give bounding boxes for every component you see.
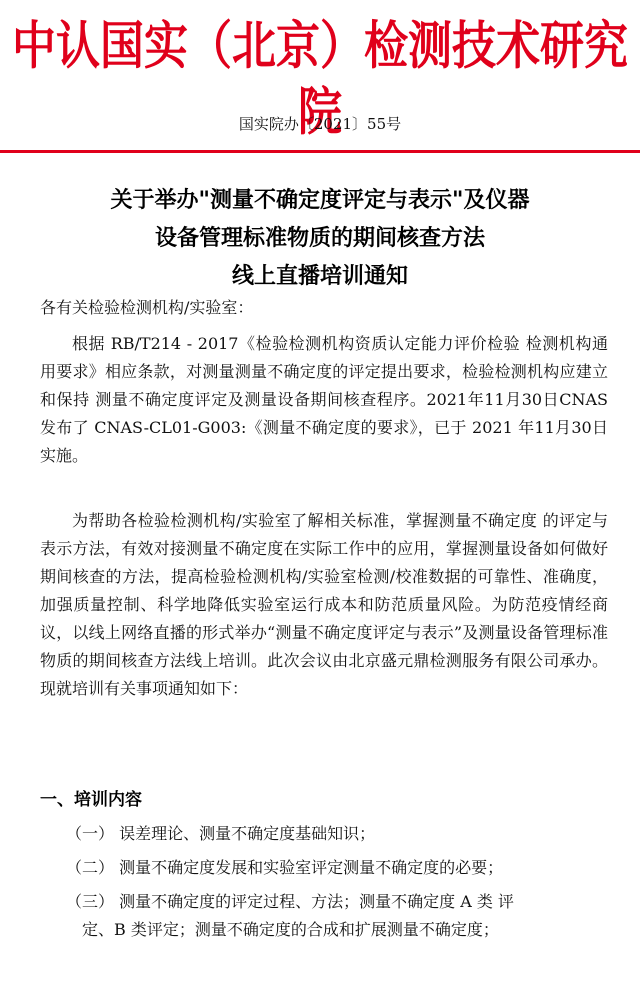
list-item-marker: （二） (66, 858, 115, 877)
list-item (66, 888, 606, 944)
title-line-1: 关于举办"测量不确定度评定与表示"及仪器 (110, 188, 530, 213)
title-line-3: 线上直播培训通知 (231, 264, 408, 289)
list-item-continuation: 定、B 类评定；测量不确定度的合成和扩展测量不确定度； (82, 920, 499, 939)
red-divider-rule (0, 150, 640, 153)
list-item-text: 误差理论、测量不确定度基础知识； (119, 824, 376, 843)
list-item-marker: （三） (66, 892, 115, 911)
section-heading-training-content: 一、培训内容 (40, 790, 142, 810)
paragraph-1: 根据 RB/T214 - 2017《检验检测机构资质认定能力评价检验 检测机构通用要求》相应条款，对测量测量不确定度的评定提出要求，检验检测机构应建立和保持 测量不确定度评定及测量设备期间核查程序。2021年11月30日CNAS 发布了 CNAS-CL01-G003:《测量不确定度的要求》，已于 2021 年11月30日实施。 (40, 334, 608, 465)
list-item-text: 测量不确定度发展和实验室评定测量不确定度的必要； (119, 858, 504, 877)
document-number: 国实院办〔2021〕55号 (238, 115, 402, 133)
list-item-text: 测量不确定度的评定过程、方法；测量不确定度 A 类 评 (119, 892, 514, 911)
title-line-2: 设备管理标准物质的期间核查方法 (154, 226, 485, 251)
organization-header: 中认国实（北京）检测技术研究院 (12, 16, 628, 143)
training-content-list (66, 820, 606, 950)
paragraph-2: 为帮助各检验检测机构/实验室了解相关标准，掌握测量不确定度 的评定与表示方法，有效对接测量不确定度在实际工作中的应用，掌握测量设备如何做好期间核查的方法，提高检验检测机构/实验室检测/校准数据的可靠性、准确度，加强质量控制、科学地降低实验室运行成本和防范质量风险。为防范疫情经商议，以线上网络直播的形式举办“测量不确定度评定与表示”及测量设备管理标准物质的期间核查方法线上培训。此次会议由北京盛元鼎检测服务有限公司承办。现就培训有关事项通知如下： (40, 511, 608, 698)
document-title (0, 182, 640, 296)
list-item (66, 854, 606, 882)
list-item-marker: （一） (66, 824, 115, 843)
salutation: 各有关检验检测机构/实验室： (40, 298, 254, 317)
list-item (66, 820, 606, 848)
